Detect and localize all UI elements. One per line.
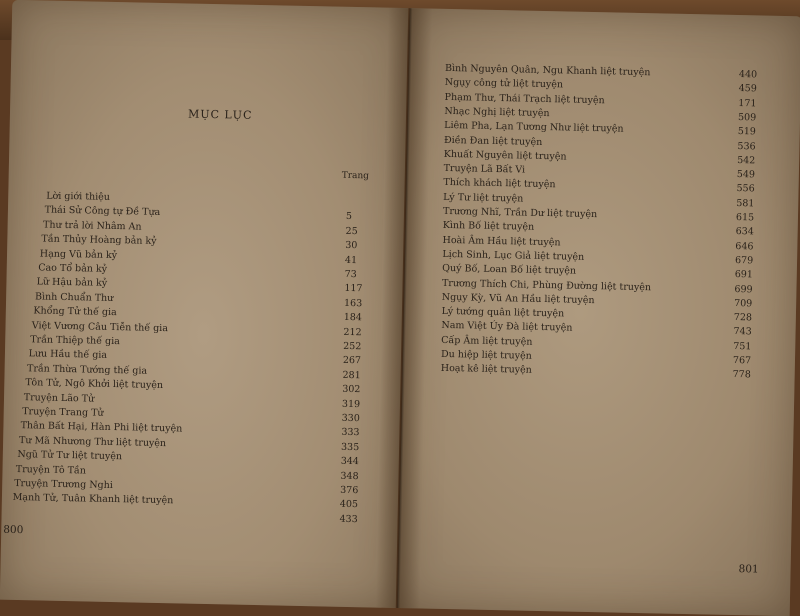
toc-entry-title: Lữ Hậu bản kỷ (36, 276, 108, 290)
toc-entry-title: Hoạt kê liệt truyện (440, 363, 532, 377)
toc-title: MỤC LỤC (187, 107, 253, 122)
toc-entry-page: 163 (343, 297, 363, 310)
toc-entry-page: 691 (734, 269, 754, 281)
toc-entry-page: 212 (343, 326, 362, 338)
toc-entry-title: Tôn Tử, Ngô Khởi liệt truyện (25, 377, 164, 392)
toc-entry-page: 252 (343, 340, 362, 353)
toc-entry-page: 728 (733, 312, 753, 324)
toc-entry-title: Cấp Âm liệt truyện (441, 334, 533, 348)
toc-entry-page: 751 (733, 340, 752, 353)
toc-entry-page: 25 (345, 225, 358, 237)
toc-entry-page: 699 (734, 283, 753, 295)
toc-entry-title: Ngũ Tử Tư liệt truyện (17, 449, 123, 463)
toc-entry-page: 117 (344, 283, 363, 295)
toc-entry-title: Trương Thích Chi, Phùng Đường liệt truyện (441, 277, 652, 293)
toc-entry-page: 376 (340, 484, 359, 497)
toc-entry-title: Truyện Lã Bất Vi (443, 162, 526, 176)
toc-entry-title: Lưu Hầu thế gia (28, 348, 108, 362)
toc-entry-page: 459 (738, 83, 757, 95)
toc-entry-title: Bình Nguyên Quân, Ngu Khanh liệt truyện (444, 62, 651, 79)
toc-entry-page: 778 (732, 369, 751, 381)
toc-entry-page: 767 (732, 354, 752, 367)
toc-entry-page: 302 (342, 383, 361, 396)
toc-entry-page: 330 (341, 412, 360, 425)
toc-entry-title: Trần Thừa Tướng thế gia (26, 363, 148, 377)
toc-entry-page: 743 (733, 326, 752, 338)
toc-entry-page: 634 (735, 226, 754, 238)
toc-entry-page: 281 (342, 369, 361, 381)
toc-entry-title: Khổng Tử thế gia (33, 305, 117, 319)
page-number-left: 800 (3, 523, 24, 537)
toc-entry-title: Truyện Tô Tần (15, 463, 87, 477)
toc-entry-page: 171 (738, 97, 757, 110)
toc-entry-title: Hạng Vũ bản kỷ (39, 248, 118, 261)
toc-entry-title: Ngụy Kỳ, Vũ An Hầu liệt truyện (441, 291, 595, 306)
page-column-header: Trang (341, 170, 370, 182)
toc-entry-title: Khuất Nguyên liệt truyện (443, 148, 567, 163)
toc-entry-title: Ngụy công tử liệt truyện (444, 77, 564, 91)
toc-entry-title: Trần Thiệp thế gia (30, 334, 120, 348)
toc-entry-page: 319 (341, 398, 361, 410)
toc-entry-page: 556 (736, 183, 755, 195)
page-number-right: 801 (738, 563, 759, 576)
toc-entry-page: 30 (345, 240, 358, 252)
toc-entry-page: 519 (737, 126, 757, 138)
toc-entry-title: Truyện Trang Tử (22, 406, 104, 419)
toc-entry-page: 581 (736, 197, 755, 210)
toc-entry-page: 549 (736, 169, 756, 181)
toc-entry-page: 41 (344, 254, 358, 266)
toc-entry-title: Lời giới thiệu (46, 190, 111, 203)
toc-entry-title: Thái Sử Công tự Đề Tựa (44, 204, 161, 219)
toc-entry-title: Truyện Lão Tử (23, 391, 95, 405)
toc-entry-page: 542 (737, 154, 756, 167)
toc-entry-title: Việt Vương Câu Tiễn thế gia (31, 319, 169, 334)
toc-entry-page: 433 (339, 513, 358, 525)
toc-entry-title: Lý Tư liệt truyện (443, 191, 524, 205)
toc-entry-title: Thư trả lời Nhâm An (42, 219, 142, 233)
toc-entry-title: Phạm Thư, Thái Trạch liệt truyện (444, 91, 605, 106)
toc-entry-page: 5 (345, 211, 353, 223)
toc-entry-title: Du hiệp liệt truyện (440, 348, 532, 362)
toc-entry-title: Thân Bất Hại, Hàn Phi liệt truyện (20, 420, 183, 435)
toc-entry-title: Quý Bố, Loan Bố liệt truyện (442, 263, 577, 277)
toc-entry-title: Bình Chuẩn Thư (34, 291, 114, 304)
toc-entry-title: Truyện Trương Nghi (14, 477, 113, 492)
toc-entry-page: 344 (340, 455, 360, 468)
toc-entry-page: 405 (339, 499, 359, 511)
toc-entry-title: Hoài Âm Hầu liệt truyện (442, 234, 561, 248)
toc-entry-title: Nam Việt Úy Đà liệt truyện (441, 320, 573, 335)
toc-entry-title: Mạnh Tử, Tuân Khanh liệt truyện (12, 492, 174, 507)
toc-entry-page: 536 (737, 140, 756, 152)
toc-entry-title: Nhạc Nghị liệt truyện (444, 105, 550, 119)
toc-entry-page: 509 (737, 111, 757, 124)
toc-entry-title: Điền Đan liệt truyện (443, 134, 543, 148)
toc-entry-page: 184 (343, 312, 363, 324)
toc-entry-page: 348 (340, 470, 359, 482)
toc-entry-page: 267 (342, 355, 362, 367)
toc-entry-page: 615 (735, 212, 755, 224)
toc-entry-page: 335 (340, 441, 360, 453)
right-page (398, 8, 800, 616)
toc-entry-title: Tần Thủy Hoàng bản kỷ (41, 233, 157, 248)
toc-entry-page: 709 (734, 297, 753, 310)
toc-entry-title: Trương Nhĩ, Trần Dư liệt truyện (442, 205, 598, 221)
toc-entry-title: Lý tướng quân liệt truyện (441, 305, 565, 320)
toc-entry-title: Kình Bố liệt truyện (442, 220, 535, 234)
toc-entry-title: Lịch Sinh, Lục Giả liệt truyện (442, 248, 585, 263)
toc-entry-page: 440 (738, 69, 758, 81)
toc-entry-title: Cao Tổ bản kỷ (38, 262, 108, 275)
toc-entry-page: 646 (735, 240, 754, 252)
toc-entry-title: Thích khách liệt truyện (443, 177, 556, 191)
toc-entry-title: Tư Mã Nhương Thư liệt truyện (18, 434, 167, 449)
toc-entry-title: Liêm Pha, Lạn Tương Như liệt truyện (444, 120, 624, 135)
toc-entry-page: 679 (734, 254, 754, 267)
toc-entry-page: 73 (344, 268, 357, 281)
toc-entry-page: 333 (341, 427, 360, 439)
